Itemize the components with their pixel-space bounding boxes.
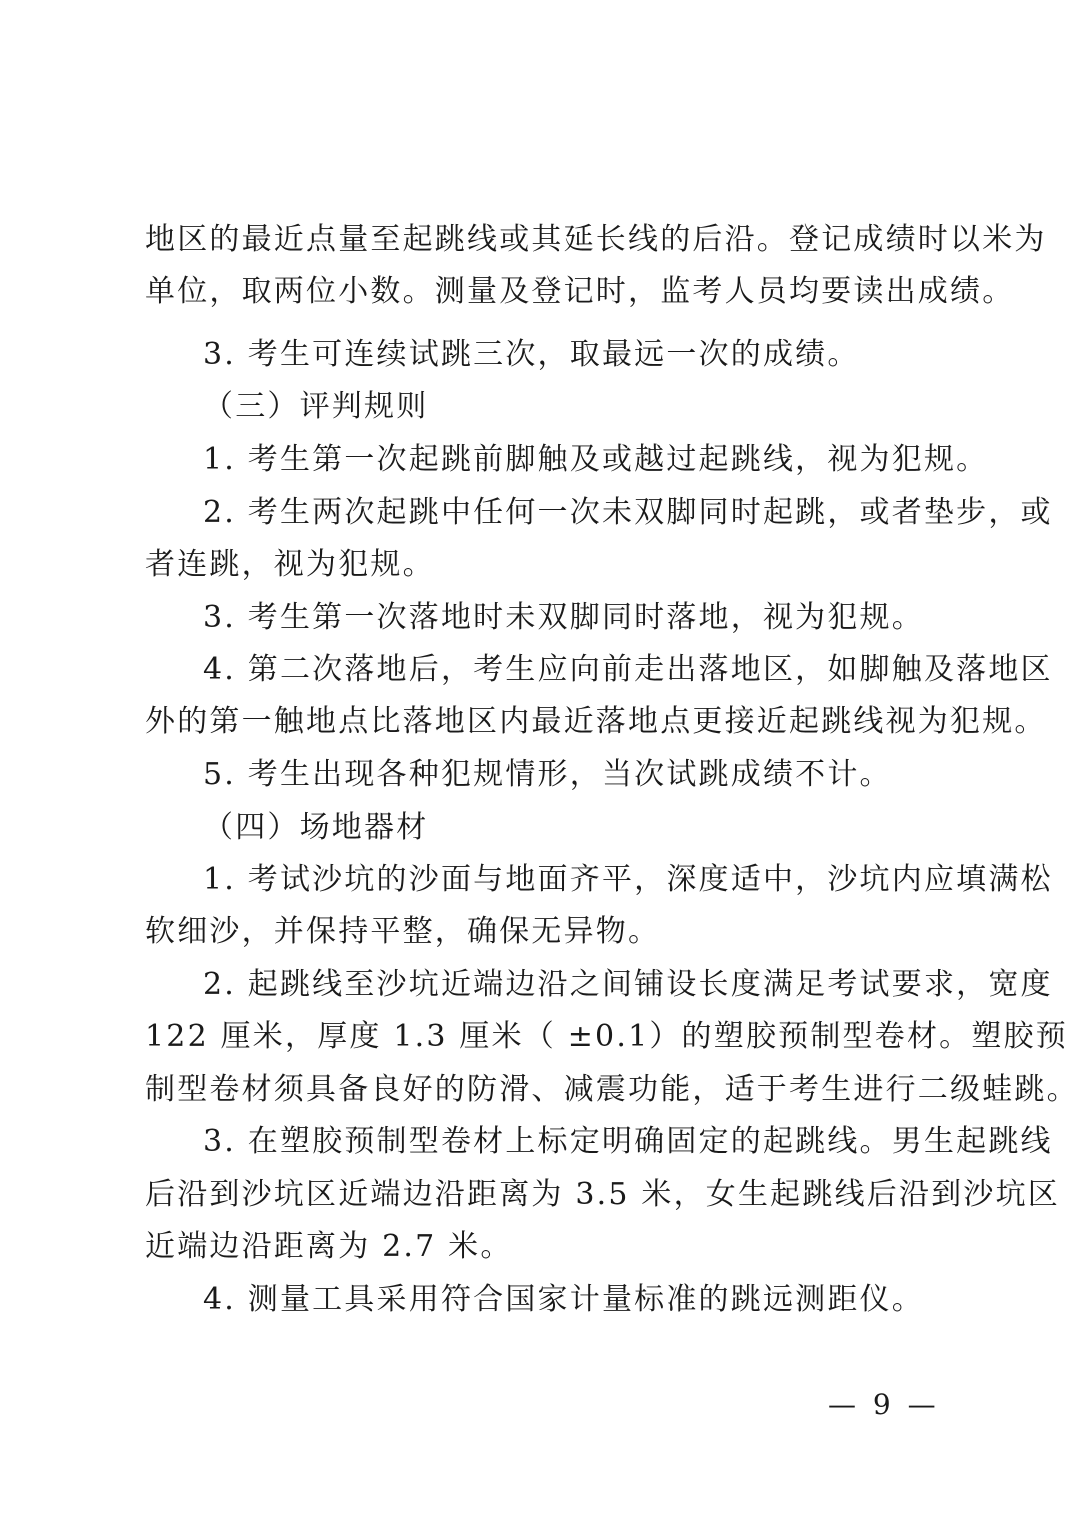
paragraph-line: 地区的最近点量至起跳线或其延长线的后沿。登记成绩时以米为: [145, 222, 1047, 257]
list-item: 4. 第二次落地后，考生应向前走出落地区，如脚触及落地区: [203, 652, 1053, 687]
list-item: 3. 考生第一次落地时未双脚同时落地，视为犯规。: [203, 600, 924, 635]
paragraph-line: 者连跳，视为犯规。: [145, 547, 435, 582]
list-item: 2. 起跳线至沙坑近端边沿之间铺设长度满足考试要求，宽度: [203, 967, 1053, 1002]
list-item: 3. 考生可连续试跳三次，取最远一次的成绩。: [203, 337, 860, 372]
section-heading: （三）评判规则: [203, 389, 429, 424]
paragraph-line: 外的第一触地点比落地区内最近落地点更接近起跳线视为犯规。: [145, 704, 1047, 739]
paragraph-line: 后沿到沙坑区近端边沿距离为 3.5 米，女生起跳线后沿到沙坑区: [145, 1177, 1060, 1212]
list-item: 5. 考生出现各种犯规情形，当次试跳成绩不计。: [203, 757, 892, 792]
paragraph-line: 近端边沿距离为 2.7 米。: [145, 1229, 513, 1264]
paragraph-line: 单位，取两位小数。测量及登记时，监考人员均要读出成绩。: [145, 274, 1015, 309]
list-item: 1. 考生第一次起跳前脚触及或越过起跳线，视为犯规。: [203, 442, 989, 477]
paragraph-line: 122 厘米，厚度 1.3 厘米（ ±0.1）的塑胶预制型卷材。塑胶预: [145, 1019, 1068, 1054]
list-item: 1. 考试沙坑的沙面与地面齐平，深度适中，沙坑内应填满松: [203, 862, 1053, 897]
paragraph-line: 制型卷材须具备良好的防滑、减震功能，适于考生进行二级蛙跳。: [145, 1072, 1079, 1107]
list-item: 3. 在塑胶预制型卷材上标定明确固定的起跳线。男生起跳线: [203, 1124, 1053, 1159]
list-item: 2. 考生两次起跳中任何一次未双脚同时起跳，或者垫步，或: [203, 495, 1053, 530]
paragraph-line: 软细沙，并保持平整，确保无异物。: [145, 914, 661, 949]
page-number: — 9 —: [828, 1388, 940, 1421]
list-item: 4. 测量工具采用符合国家计量标准的跳远测距仪。: [203, 1282, 924, 1317]
section-heading: （四）场地器材: [203, 810, 429, 845]
